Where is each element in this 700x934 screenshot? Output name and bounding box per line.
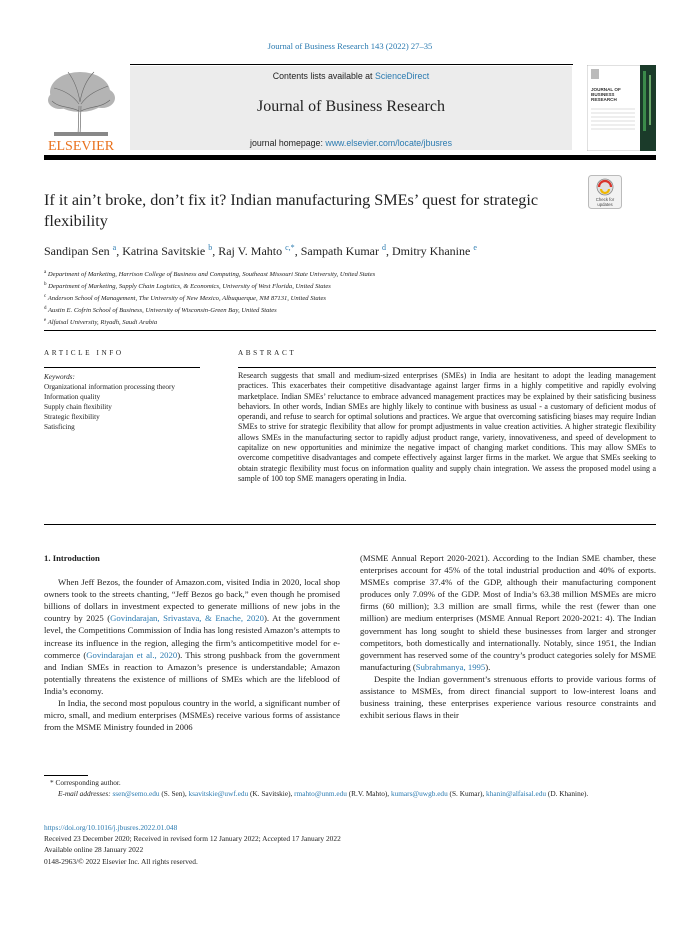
- author-affil-link[interactable]: b: [208, 243, 213, 252]
- email-link[interactable]: kumars@uwgb.edu: [390, 788, 448, 798]
- author-name: Sampath Kumar: [300, 244, 380, 258]
- affiliation-item: $^b$ Department of Marketing, Supply Chain Logistics, & Economics, University of West Florida, United States: [44, 281, 331, 291]
- homepage-link[interactable]: www.elsevier.com/locate/jbusres: [325, 138, 452, 148]
- abstract-rule: [238, 367, 656, 368]
- author-name: Raj V. Mahto: [218, 244, 283, 258]
- email-addresses: E-mail addresses: ssen@semo.edu (S. Sen), ksavitskie@uwf.edu (K. Savitskie), rmahto@unm.edu (R.V. Mahto), kumars@uwgb.edu (S. Kumar), khanin@alfaisal.edu (D. Khanine).: [58, 788, 589, 798]
- elsevier-logo[interactable]: [44, 66, 118, 154]
- paragraph: Despite the Indian government’s strenuous efforts to provide various forms of assistance to MSMEs, from direct financial support to low-interest loans and business training, these enterprises experience various resource constraints and exhibit serious flaws in their: [360, 673, 656, 721]
- paragraph: When Jeff Bezos, the founder of Amazon.com, visited India in 2020, local shop owners took to the streets chanting, “Jeff Bezos go back,” even though he promised billions of dollars in investment expected to generate millions of new jobs in the country by 2025 (Govindarajan, Srivastava, & Enache, 2020). At the government level, the Competitions Commission of India has long resisted Amazon’s attempts to increase its influence in the region, alleging the firm’s anticompetitive model for e-commerce (Govindarajan et al., 2020). This strong pushback from the government and Indian SMEs in reaction to Amazon’s presence is understandable; Amazon potentially threatens the existence of millions of SMEs which are the lifeblood of India’s economy.: [44, 577, 340, 696]
- journal-masthead: [44, 66, 656, 158]
- article-info-rule: [44, 367, 200, 368]
- section-heading-introduction: 1. Introduction: [44, 553, 100, 563]
- email-link[interactable]: ssen@semo.edu: [112, 788, 160, 798]
- keywords-label: Keywords:: [44, 373, 75, 381]
- email-link[interactable]: khanin@alfaisal.edu: [486, 788, 547, 798]
- check-updates-icon: [588, 175, 622, 209]
- author-affil-link[interactable]: e: [473, 243, 477, 252]
- sciencedirect-link[interactable]: ScienceDirect: [374, 71, 430, 81]
- svg-text:JOURNAL OF: JOURNAL OF: [591, 87, 621, 92]
- affiliation-item: $^e$ Alfaisal University, Riyadh, Saudi Arabia: [44, 317, 158, 327]
- homepage-line: journal homepage: www.elsevier.com/locate/jbusres: [250, 138, 452, 148]
- email-link[interactable]: ksavitskie@uwf.edu: [188, 788, 249, 798]
- keyword: Organizational information processing theory: [44, 383, 176, 391]
- paragraph: In India, the second most populous country in the world, a significant number of micro, small, and medium enterprises (MSMEs) receive various forms of assistance from the MSME Ministry founded in 2006: [44, 698, 340, 733]
- author-affil-link[interactable]: d: [382, 243, 387, 252]
- journal-name: Journal of Business Research: [257, 98, 445, 115]
- author-list: Sandipan Sen $^a$, Katrina Savitskie $^b$, Raj V. Mahto $^{c,*}$, Sampath Kumar $^d$, Dmitry Khanine $^e$: [44, 243, 477, 258]
- svg-text:RESEARCH: RESEARCH: [591, 97, 617, 102]
- affiliation-item: $^c$ Anderson School of Management, The University of New Mexico, Albuquerque, NM 87131, United States: [44, 293, 326, 303]
- keyword: Strategic flexibility: [44, 413, 100, 421]
- copyright: 0148-2963/© 2022 Elsevier Inc. All rights reserved.: [44, 856, 198, 866]
- corresponding-author-note: * Corresponding author.: [50, 778, 121, 787]
- footnote-rule: [44, 775, 88, 776]
- author-affil-link[interactable]: c,*: [285, 243, 295, 252]
- keyword: Satisficing: [44, 423, 75, 431]
- keywords-block: [44, 372, 234, 432]
- online-date: Available online 28 January 2022: [44, 845, 144, 855]
- author-affil-link[interactable]: a: [112, 243, 117, 252]
- elsevier-tree-icon: [44, 66, 118, 154]
- article-title: If it ain’t broke, don’t fix it? Indian manufacturing SMEs’ quest for strategic flexibility: [44, 191, 539, 230]
- author-name: Dmitry Khanine: [392, 244, 471, 258]
- journal-cover-thumbnail[interactable]: [587, 65, 656, 151]
- masthead-rule: [44, 155, 656, 160]
- check-for-updates-badge[interactable]: [588, 175, 622, 209]
- masthead-banner: [130, 66, 572, 150]
- citation-link[interactable]: Govindarajan, Srivastava, & Enache, 2020: [110, 613, 264, 624]
- svg-text:updates: updates: [597, 202, 613, 207]
- author-name: Katrina Savitskie: [122, 244, 206, 258]
- affiliation-item: $^d$ Austin E. Cofrin School of Business, University of Wisconsin-Green Bay, United States: [44, 305, 277, 315]
- email-link[interactable]: rmahto@unm.edu: [294, 788, 347, 798]
- paragraph: (MSME Annual Report 2020-2021). According to the Indian SME chamber, these enterprises account for 45% of the total industrial production and 40% of exports. MSMEs comprise 37.4% of the GDP, although their manufacturing component produces only 7.09% of the GDP. Most of India’s 63.38 million MSMEs are micro firms (60 million); 3.3 million are small firms, while the rest (fewer than one million) are medium enterprises (MSME Annual Report 2020-2021: 4). The Indian government has long sought to shield these businesses from larger and stronger competitors, both domestically and internationally. Notably, since 1951, the Indian government has reserved some of the country’s product categories solely for MSME manufacturing (Subrahmanya, 1995).: [360, 553, 656, 672]
- doi-link[interactable]: https://doi.org/10.1016/j.jbusres.2022.01.048: [44, 823, 178, 832]
- keyword: Supply chain flexibility: [44, 403, 112, 411]
- affiliations: [44, 268, 656, 328]
- body-column-left: [44, 552, 340, 733]
- svg-text:Check for: Check for: [595, 197, 615, 202]
- contents-line: Contents lists available at ScienceDirect: [272, 71, 430, 81]
- citation-link[interactable]: Subrahmanya, 1995: [415, 661, 486, 672]
- abstract-text: Research suggests that small and medium-sized enterprises (SMEs) in India are hesitant to adopt the leading management practices. This exacerbates their competitive disadvantage against larger firms in a highly competitive and rapidly evolving marketplace. Indian SMEs’ reluctance to embrace advanced management practices may be explained by their satisficing business behaviors. In other words, Indian SMEs are highly likely to continue with business as usual - a customary of deficient modus of operandi, and refuse to search for optimal solutions and practices. We argue that overcoming satisficing biases may require Indian SMEs to strive for strategic flexibility that allow for prompt adjustments in value creation activities. A higher strategic flexibility allows SMEs in the manufacturing sector to rapidly adjust product range, variety, innovativeness, and speed of development to capitalize on new opportunities and minimize the negative impact of changing market conditions. This may allow SMEs to overcome competitive disadvantages and compete effectively against larger firms in the market. We argue that SMEs seeking to obtain strategic flexibility must focus on information quality and supply chain integration. We assess the proposed model using a sample of 100 top SME managers operating in India.: [238, 371, 656, 483]
- received-dates: Received 23 December 2020; Received in revised form 12 January 2022; Accepted 17 January 2022: [44, 834, 341, 844]
- citation-link[interactable]: Govindarajan et al., 2020: [86, 649, 178, 660]
- publication-info: [44, 822, 656, 867]
- section-rule: [44, 330, 656, 331]
- article-info-heading: ARTICLE INFO: [44, 349, 124, 357]
- footnotes: [44, 778, 656, 799]
- abstract-end-rule: [44, 524, 656, 525]
- publisher-name: ELSEVIER: [47, 139, 115, 154]
- journal-citation[interactable]: Journal of Business Research 143 (2022) 27–35: [267, 41, 433, 51]
- abstract-heading: ABSTRACT: [238, 349, 297, 357]
- body-column-right: [360, 552, 656, 721]
- svg-text:BUSINESS: BUSINESS: [591, 92, 615, 97]
- author-name: Sandipan Sen: [44, 244, 110, 258]
- affiliation-item: $^a$ Department of Marketing, Harrison College of Business and Computing, Southeast Missouri State University, United States: [44, 270, 376, 279]
- keyword: Information quality: [44, 393, 101, 401]
- journal-cover-icon: [587, 65, 656, 151]
- header-rule: [130, 64, 573, 65]
